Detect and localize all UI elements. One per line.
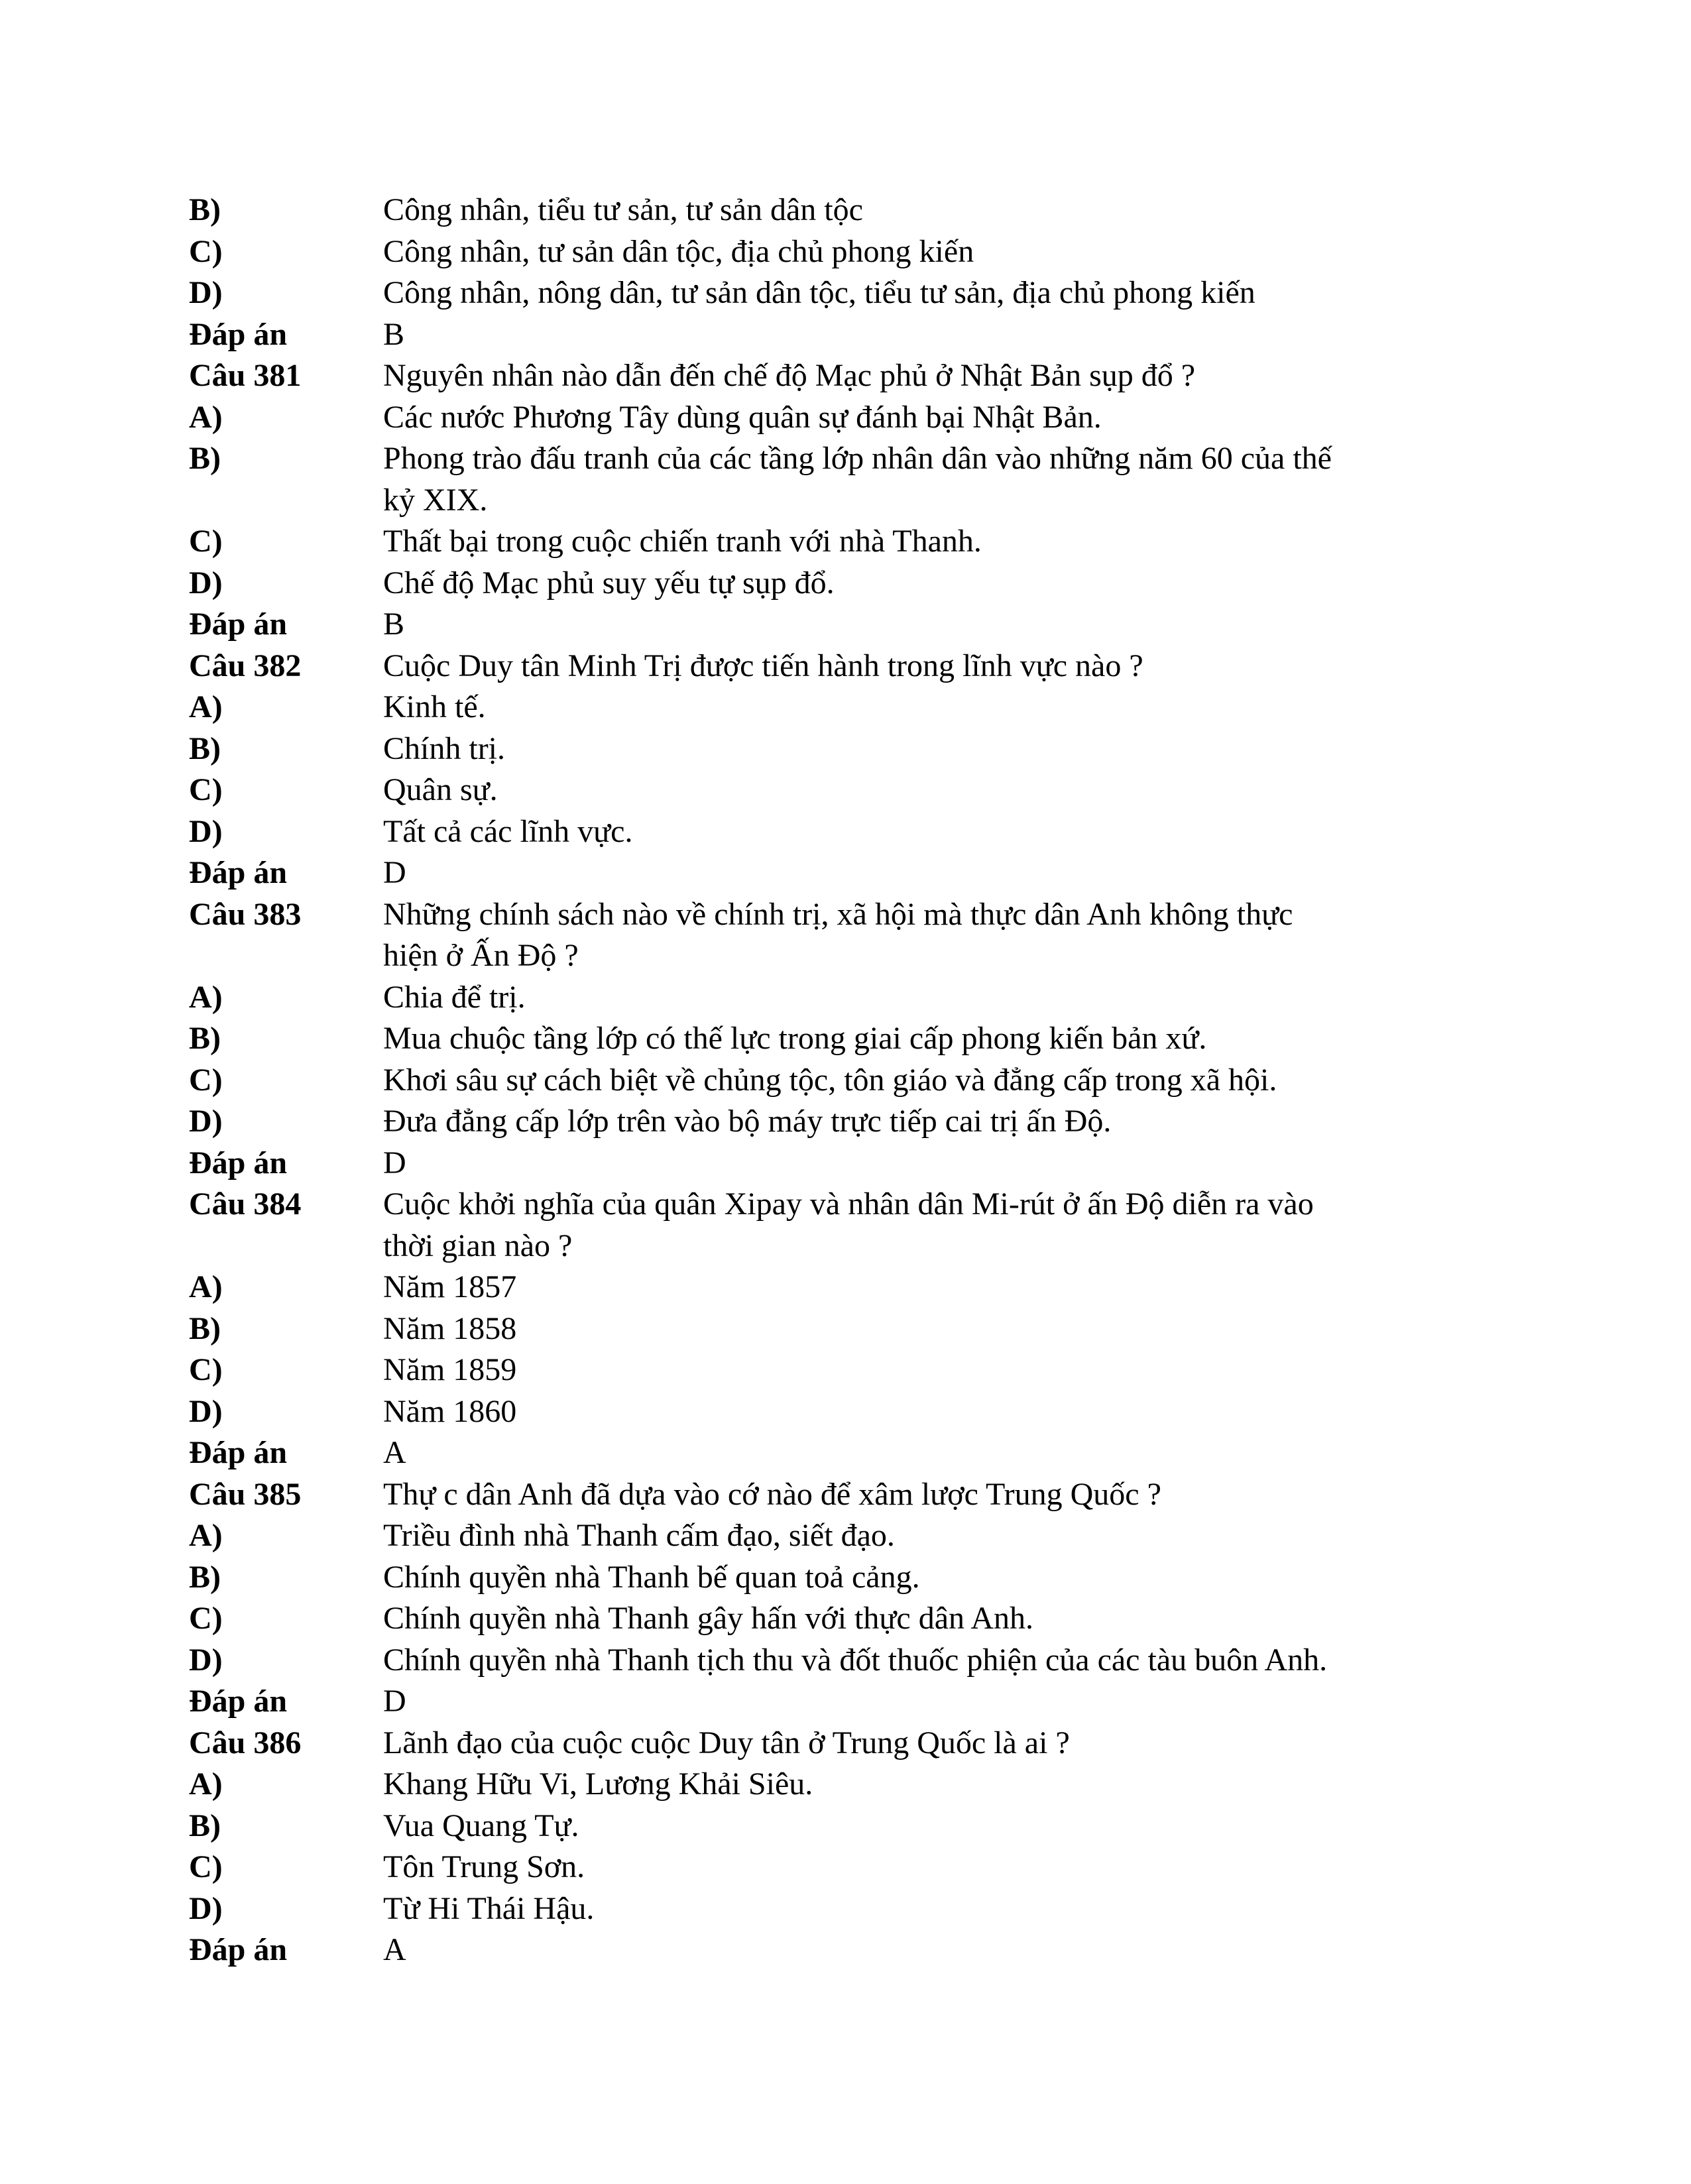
question-number: Câu 384 bbox=[189, 1186, 302, 1222]
answer-row bbox=[189, 1432, 1691, 1474]
option-letter: A) bbox=[189, 1269, 223, 1304]
option-text: Kinh tế. bbox=[383, 689, 486, 724]
question-number: Câu 382 bbox=[189, 648, 302, 683]
option-row bbox=[189, 811, 1691, 853]
option-row bbox=[189, 1060, 1691, 1102]
option-row bbox=[189, 1888, 1691, 1930]
answer-row bbox=[189, 604, 1691, 646]
answer-row bbox=[189, 1681, 1691, 1723]
answer-row bbox=[189, 314, 1691, 356]
option-row bbox=[189, 272, 1691, 314]
option-text: Phong trào đấu tranh của các tầng lớp nhân dân vào những năm 60 của thế kỷ XIX. bbox=[383, 441, 1332, 518]
option-letter: D) bbox=[189, 1104, 223, 1139]
option-letter: B) bbox=[189, 1559, 221, 1595]
option-letter: B) bbox=[189, 1021, 221, 1056]
option-text: Mua chuộc tầng lớp có thế lực trong giai cấp phong kiến bản xứ. bbox=[383, 1021, 1207, 1056]
option-text: Chính quyền nhà Thanh gây hấn với thực dân Anh. bbox=[383, 1601, 1034, 1636]
option-text: Năm 1857 bbox=[383, 1269, 517, 1304]
option-row bbox=[189, 687, 1691, 728]
option-letter: B) bbox=[189, 441, 221, 476]
option-letter: B) bbox=[189, 192, 221, 227]
option-letter: A) bbox=[189, 689, 223, 724]
option-row bbox=[189, 190, 1691, 231]
option-text: Chia để trị. bbox=[383, 979, 526, 1015]
question-row bbox=[189, 894, 1691, 977]
answer-row bbox=[189, 1143, 1691, 1184]
option-row bbox=[189, 1806, 1691, 1847]
option-row bbox=[189, 231, 1691, 273]
answer-label: Đáp án bbox=[189, 1684, 288, 1719]
option-letter: C) bbox=[189, 233, 223, 269]
option-row bbox=[189, 563, 1691, 604]
answer-row bbox=[189, 1929, 1691, 1971]
answer-label: Đáp án bbox=[189, 606, 288, 642]
option-text: Năm 1858 bbox=[383, 1310, 517, 1346]
option-letter: D) bbox=[189, 813, 223, 849]
option-text: Vua Quang Tự. bbox=[383, 1808, 579, 1843]
option-text: Các nước Phương Tây dùng quân sự đánh bại Nhật Bản. bbox=[383, 399, 1102, 435]
option-text: Chính quyền nhà Thanh bế quan toả cảng. bbox=[383, 1559, 920, 1595]
option-row bbox=[189, 1308, 1691, 1350]
option-text: Tôn Trung Sơn. bbox=[383, 1849, 585, 1884]
question-text: Cuộc Duy tân Minh Trị được tiến hành trong lĩnh vực nào ? bbox=[383, 648, 1143, 683]
answer-value: D bbox=[383, 1145, 406, 1180]
option-letter: C) bbox=[189, 1601, 223, 1636]
option-row bbox=[189, 977, 1691, 1019]
option-text: Quân sự. bbox=[383, 772, 498, 807]
answer-value: D bbox=[383, 855, 406, 890]
option-letter: D) bbox=[189, 1642, 223, 1678]
option-letter: C) bbox=[189, 772, 223, 807]
option-row bbox=[189, 1018, 1691, 1060]
question-text: Thự c dân Anh đã dựa vào cớ nào để xâm lược Trung Quốc ? bbox=[383, 1476, 1161, 1512]
question-row bbox=[189, 1723, 1691, 1764]
answer-value: B bbox=[383, 316, 405, 352]
answer-label: Đáp án bbox=[189, 1932, 288, 1967]
option-letter: C) bbox=[189, 1352, 223, 1387]
option-row bbox=[189, 1764, 1691, 1806]
option-letter: C) bbox=[189, 1062, 223, 1098]
question-text: Cuộc khởi nghĩa của quân Xipay và nhân dân Mi-rút ở ấn Độ diễn ra vào thời gian nào ? bbox=[383, 1186, 1314, 1263]
option-text: Triều đình nhà Thanh cấm đạo, siết đạo. bbox=[383, 1518, 895, 1553]
answer-label: Đáp án bbox=[189, 1145, 288, 1180]
question-number: Câu 386 bbox=[189, 1725, 302, 1760]
answer-value: A bbox=[383, 1932, 406, 1967]
option-row bbox=[189, 1598, 1691, 1640]
option-text: Năm 1860 bbox=[383, 1393, 517, 1429]
option-row bbox=[189, 438, 1691, 521]
question-number: Câu 383 bbox=[189, 896, 302, 932]
option-letter: A) bbox=[189, 1766, 223, 1802]
answer-label: Đáp án bbox=[189, 1435, 288, 1470]
option-row bbox=[189, 1557, 1691, 1599]
option-text: Chính trị. bbox=[383, 730, 506, 766]
option-letter: A) bbox=[189, 979, 223, 1015]
question-number: Câu 381 bbox=[189, 358, 302, 393]
option-text: Chế độ Mạc phủ suy yếu tự sụp đổ. bbox=[383, 565, 835, 601]
question-row bbox=[189, 646, 1691, 687]
option-letter: B) bbox=[189, 1310, 221, 1346]
option-text: Năm 1859 bbox=[383, 1352, 517, 1387]
option-letter: D) bbox=[189, 275, 223, 310]
option-row bbox=[189, 1101, 1691, 1143]
option-row bbox=[189, 1350, 1691, 1391]
option-text: Công nhân, tiểu tư sản, tư sản dân tộc bbox=[383, 192, 863, 227]
option-letter: D) bbox=[189, 1393, 223, 1429]
answer-value: A bbox=[383, 1435, 406, 1470]
option-text: Công nhân, nông dân, tư sản dân tộc, tiểu tư sản, địa chủ phong kiến bbox=[383, 275, 1255, 310]
option-text: Thất bại trong cuộc chiến tranh với nhà Thanh. bbox=[383, 524, 982, 559]
option-letter: B) bbox=[189, 730, 221, 766]
answer-value: D bbox=[383, 1684, 406, 1719]
option-letter: A) bbox=[189, 1518, 223, 1553]
option-letter: D) bbox=[189, 1890, 223, 1926]
option-letter: C) bbox=[189, 524, 223, 559]
answer-row bbox=[189, 852, 1691, 894]
option-text: Đưa đẳng cấp lớp trên vào bộ máy trực tiếp cai trị ấn Độ. bbox=[383, 1104, 1112, 1139]
answer-label: Đáp án bbox=[189, 855, 288, 890]
option-letter: C) bbox=[189, 1849, 223, 1884]
option-row bbox=[189, 728, 1691, 770]
option-row bbox=[189, 1640, 1691, 1682]
option-row bbox=[189, 1515, 1691, 1557]
question-row bbox=[189, 1184, 1691, 1267]
option-text: Tất cả các lĩnh vực. bbox=[383, 813, 633, 849]
option-text: Công nhân, tư sản dân tộc, địa chủ phong kiến bbox=[383, 233, 974, 269]
question-row bbox=[189, 355, 1691, 397]
option-text: Khơi sâu sự cách biệt về chủng tộc, tôn giáo và đẳng cấp trong xã hội. bbox=[383, 1062, 1277, 1098]
option-text: Từ Hi Thái Hậu. bbox=[383, 1890, 595, 1926]
question-text: Những chính sách nào về chính trị, xã hội mà thực dân Anh không thực hiện ở Ấn Độ ? bbox=[383, 896, 1293, 973]
option-letter: D) bbox=[189, 565, 223, 601]
option-text: Chính quyền nhà Thanh tịch thu và đốt thuốc phiện của các tàu buôn Anh. bbox=[383, 1642, 1328, 1678]
option-letter: B) bbox=[189, 1808, 221, 1843]
question-number: Câu 385 bbox=[189, 1476, 302, 1512]
option-row bbox=[189, 1847, 1691, 1888]
option-row bbox=[189, 1267, 1691, 1308]
option-row bbox=[189, 397, 1691, 439]
question-text: Lãnh đạo của cuộc cuộc Duy tân ở Trung Quốc là ai ? bbox=[383, 1725, 1070, 1760]
option-letter: A) bbox=[189, 399, 223, 435]
option-row bbox=[189, 770, 1691, 811]
question-text: Nguyên nhân nào dẫn đến chế độ Mạc phủ ở Nhật Bản sụp đổ ? bbox=[383, 358, 1196, 393]
option-text: Khang Hữu Vi, Lương Khải Siêu. bbox=[383, 1766, 813, 1802]
answer-value: B bbox=[383, 606, 405, 642]
answer-label: Đáp án bbox=[189, 316, 288, 352]
option-row bbox=[189, 521, 1691, 563]
option-row bbox=[189, 1391, 1691, 1433]
question-row bbox=[189, 1474, 1691, 1516]
